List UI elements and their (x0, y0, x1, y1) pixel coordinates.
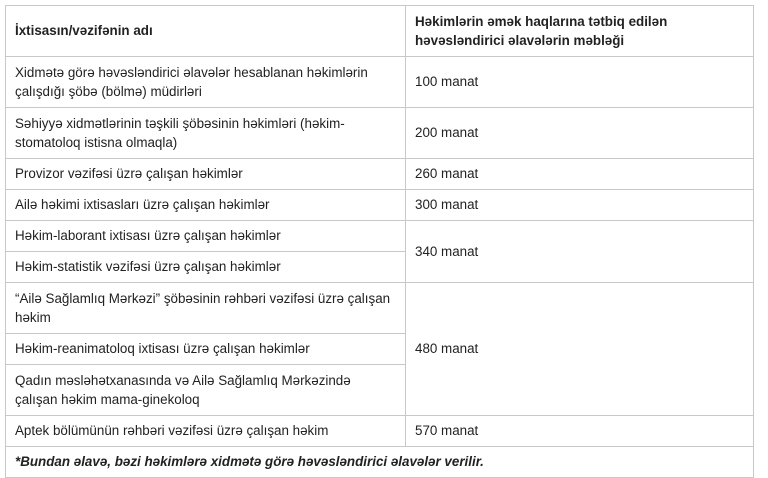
row-label: Aptek bölümünün rəhbəri vəzifəsi üzrə çalışan həkim (6, 416, 406, 447)
row-label: Həkim-laborant ixtisası üzrə çalışan həkimlər (6, 221, 406, 252)
table-header-row (6, 6, 754, 57)
table-row (6, 108, 754, 159)
footnote-row (6, 447, 754, 478)
column-header-amount: Həkimlərin əmək haqlarına tətbiq edilən həvəsləndirici əlavələrin məbləği (406, 6, 754, 57)
table-row (6, 190, 754, 221)
row-value: 340 manat (406, 221, 754, 283)
row-label: Həkim-reanimatoloq ixtisası üzrə çalışan həkimlər (6, 334, 406, 365)
row-label: Provizor vəzifəsi üzrə çalışan həkimlər (6, 159, 406, 190)
table-row (6, 57, 754, 108)
table-row (6, 416, 754, 447)
table-row (6, 159, 754, 190)
row-value: 200 manat (406, 108, 754, 159)
row-label: Xidmətə görə həvəsləndirici əlavələr hesablanan həkimlərin çalışdığı şöbə (bölmə) müdirləri (6, 57, 406, 108)
table-row (6, 221, 754, 252)
table-footnote: *Bundan əlavə, bəzi həkimlərə xidmətə görə həvəsləndirici əlavələr verilir. (6, 447, 754, 478)
row-label: Qadın məsləhətxanasında və Ailə Sağlamlıq Mərkəzində çalışan həkim mama-ginekoloq (6, 365, 406, 416)
row-value: 100 manat (406, 57, 754, 108)
row-value: 300 manat (406, 190, 754, 221)
row-label: Həkim-statistik vəzifəsi üzrə çalışan həkimlər (6, 252, 406, 283)
row-label: “Ailə Sağlamlıq Mərkəzi” şöbəsinin rəhbəri vəzifəsi üzrə çalışan həkim (6, 283, 406, 334)
column-header-position: İxtisasın/vəzifənin adı (6, 6, 406, 57)
row-value: 570 manat (406, 416, 754, 447)
salary-table-container (5, 5, 754, 478)
row-label: Səhiyyə xidmətlərinin təşkili şöbəsinin həkimləri (həkim-stomatoloq istisna olmaqla) (6, 108, 406, 159)
table-row (6, 283, 754, 334)
row-value: 480 manat (406, 283, 754, 416)
row-value: 260 manat (406, 159, 754, 190)
salary-supplement-table (5, 5, 754, 478)
row-label: Ailə həkimi ixtisasları üzrə çalışan həkimlər (6, 190, 406, 221)
